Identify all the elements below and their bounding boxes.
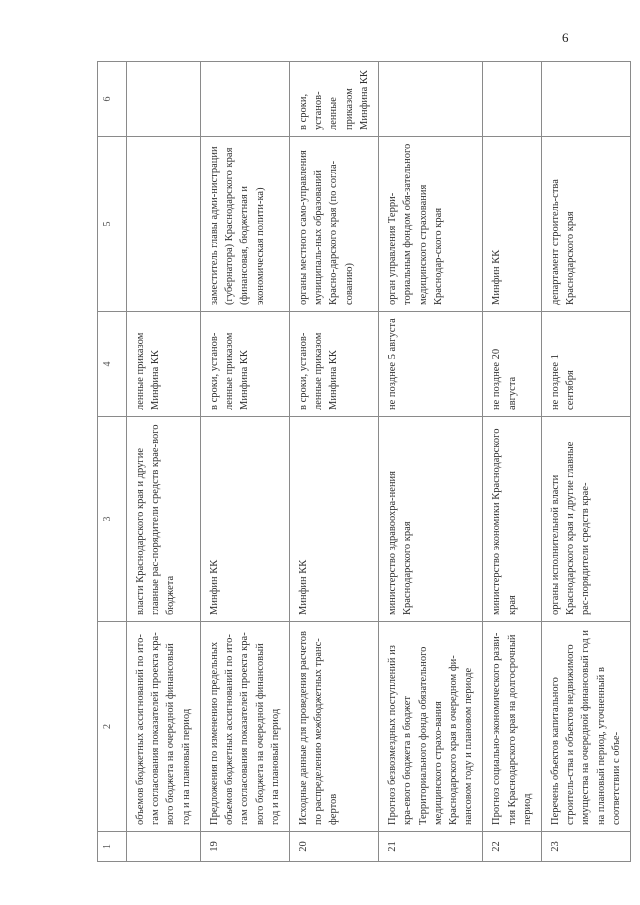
row-deadline: не позднее 1 сентября bbox=[542, 312, 631, 417]
header-cell: 1 bbox=[98, 832, 127, 862]
row-action: Прогноз безвозмездных поступлений из кра-евого бюджета в бюджет Территориального фонда обязательного медицинского страхо-вания Краснодарского края в очередном фи-нансовом году и плановом периоде bbox=[379, 622, 483, 832]
schedule-table bbox=[97, 61, 631, 862]
row-action: Предложения по изменению предельных объемов бюджетных ассигнований по ито-гам согласования показателей проекта кра-вого бюджета на очередной финансовый год и на плановый период bbox=[200, 622, 289, 832]
row-action: Исходные данные для проведения расчетов по распределению межбюджетных транс-фертов bbox=[289, 622, 378, 832]
row-executor: Минфин КК bbox=[200, 417, 289, 622]
page-number: 6 bbox=[562, 30, 569, 45]
table-row bbox=[200, 62, 289, 862]
row-note bbox=[200, 62, 289, 137]
row-note bbox=[483, 62, 542, 137]
row-recipient bbox=[127, 137, 201, 312]
row-deadline: не позднее 20 августа bbox=[483, 312, 542, 417]
row-recipient: Минфин КК bbox=[483, 137, 542, 312]
row-executor: органы исполнительной власти Краснодарского края и другие главные рас-порядители средств крае- bbox=[542, 417, 631, 622]
row-number: 21 bbox=[379, 832, 483, 862]
header-row bbox=[98, 62, 127, 862]
row-number: 20 bbox=[289, 832, 378, 862]
header-cell: 2 bbox=[98, 622, 127, 832]
row-recipient: органы местного само-управления муниципаль-ных образований Красно-дарского края (по согла-сованию) bbox=[289, 137, 378, 312]
row-recipient: заместитель главы адми-нистрации (губернатора) Краснодарского края (финансовая, бюджетная и экономическая полити-ка) bbox=[200, 137, 289, 312]
table-row bbox=[483, 62, 542, 862]
row-number: 22 bbox=[483, 832, 542, 862]
row-note bbox=[379, 62, 483, 137]
header-cell: 6 bbox=[98, 62, 127, 137]
row-executor: министерство здравоохра-нения Краснодарского края bbox=[379, 417, 483, 622]
table-row bbox=[379, 62, 483, 862]
row-number bbox=[127, 832, 201, 862]
rotated-table-wrapper bbox=[97, 62, 622, 862]
row-deadline: не позднее 5 августа bbox=[379, 312, 483, 417]
table-row bbox=[289, 62, 378, 862]
row-note bbox=[127, 62, 201, 137]
header-cell: 3 bbox=[98, 417, 127, 622]
row-deadline: в сроки, установ-ленные приказом Минфина КК bbox=[289, 312, 378, 417]
table-row bbox=[542, 62, 631, 862]
row-deadline: в сроки, установ-ленные приказом Минфина КК bbox=[200, 312, 289, 417]
row-recipient: орган управления Терри-ториальным фондом обя-зательного медицинского страхования Краснодар-ского края bbox=[379, 137, 483, 312]
row-action: Перечень объектов капитального строитель-ства и объектов недвижимого имущества на очередной финансовый год и на плановый период, уточненный в соответствии с объе- bbox=[542, 622, 631, 832]
row-recipient: департамент строитель-ства Краснодарского края bbox=[542, 137, 631, 312]
row-number: 23 bbox=[542, 832, 631, 862]
row-executor: Минфин КК bbox=[289, 417, 378, 622]
row-action: Прогноз социально-экономического разви-тия Краснодарского края на долгосрочный период bbox=[483, 622, 542, 832]
row-deadline: ленные приказом Минфина КК bbox=[127, 312, 201, 417]
table-row bbox=[127, 62, 201, 862]
row-executor: министерство экономики Краснодарского края bbox=[483, 417, 542, 622]
row-note bbox=[542, 62, 631, 137]
row-action: объемов бюджетных ассигнований по ито-гам согласования показателей проекта кра-вого бюджета на очередной финансовый год и на плановый период bbox=[127, 622, 201, 832]
row-executor: власти Краснодарского края и другие главные рас-порядители средств крае-вого бюджета bbox=[127, 417, 201, 622]
row-number: 19 bbox=[200, 832, 289, 862]
header-cell: 5 bbox=[98, 137, 127, 312]
row-note: в сроки, установ-ленные приказом Минфина КК bbox=[289, 62, 378, 137]
header-cell: 4 bbox=[98, 312, 127, 417]
